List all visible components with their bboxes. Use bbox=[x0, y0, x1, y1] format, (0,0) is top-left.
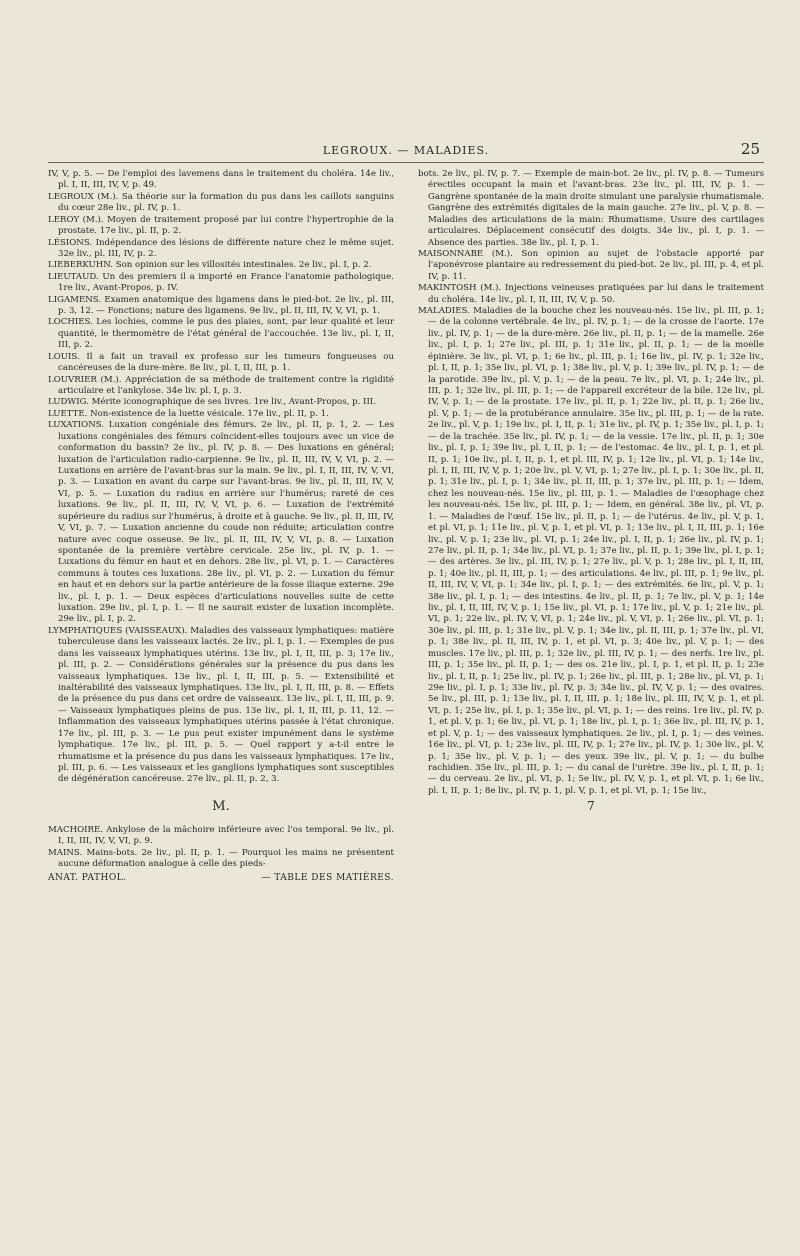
text-columns bbox=[48, 169, 764, 885]
index-entry: LÉSIONS. Indépendance des lésions de différente nature chez le même sujet. 32e liv., pl. III, IV, p. 2. bbox=[48, 237, 394, 259]
left-entries bbox=[48, 169, 394, 786]
index-entry: MAKINTOSH (M.). Injections veineuses pratiquées par lui dans le traitement du choléra. 14e liv., pl. I, II, III, IV, V, p. 50. bbox=[418, 283, 764, 305]
index-entry: MAINS. Mains-bots. 2e liv., pl. II, p. 1. — Pourquoi les mains ne présentent aucune déformation analogue à celle des pieds- bbox=[48, 847, 394, 870]
index-entry: LUXATIONS. Luxation congéniale des fémurs. 2e liv., pl. II, p. 1, 2. — Les luxations congéniales des fémurs coïncident-elles toujours avec un vice de conformation du bassin? 2e liv., pl. IV, p. 8. — Des luxations en général; luxation de l'articulation radio-carpienne. 9e liv., pl. II, III, IV, V, VI, p. 2. — Luxations en arrière de l'avant-bras sur la main. 9e liv., pl. I, II, III, IV, V, VI, p. 3. — Luxation en avant du carpe sur l'avant-bras. 9e liv., pl. II, III, IV, V, VI, p. 5. — Luxation du radius en arrière sur l'humérus; rareté de ces luxations. 9e liv., pl. II, III, IV, V, VI, p. 6. — Luxation de l'extrémité supérieure du radius sur l'humérus, à droite et à gauche. 9e liv., pl. II, III, IV, V, VI, p. 7. — Luxation ancienne du coude non réduite; articulation contre nature avec coque osseuse. 9e liv., pl. II, III, IV, V, VI, p. 8. — Luxation spontanée de la première vertèbre cervicale. 25e liv., pl. IV, p. 1. — Luxations du fémur en haut et en dehors. 28e liv., pl. VI, p. 1. — Caractères communs à toutes ces luxations. 28e liv., pl. VI, p. 2. — Luxation du fémur en haut et en dehors sur la partie antérieure de la fosse iliaque externe. 29e liv., pl. I, p. 1. — Deux espèces d'articulations nouvelles suite de cette luxation. 29e liv., pl. I, p. 1. — Il ne saurait exister de luxation incomplète. 29e liv., pl. I, p. 2. bbox=[48, 420, 394, 625]
index-entry: bots. 2e liv., pl. IV, p. 7. — Exemple de main-bot. 2e liv., pl. IV, p. 8. — Tumeurs érectiles occupant la main et l'avant-bras. 23e liv., pl. III, IV, p. 1. — Gangrène spontanée de la main droite simulant une paralysie rhumatismale. Gangrène des extrémités digitales de la main gauche. 27e liv., pl. V, p. 8. — Maladies des articulations de la main: Rhumatisme. Usure des cartilages articulaires. Déplacement consécutif des doigts. 34e liv., pl. I, p. 1. — Absence des parties. 38e liv., pl. I, p. 1. bbox=[418, 169, 764, 248]
index-entry: LUDWIG. Mérite iconographique de ses livres. 1re liv., Avant-Propos, p. III. bbox=[48, 397, 376, 408]
index-entry: LIEBERKUHN. Son opinion sur les villosités intestinales. 2e liv., pl. I, p. 2. bbox=[48, 260, 372, 271]
index-entry: LEROY (M.). Moyen de traitement proposé par lui contre l'hypertrophie de la prostate. 17e liv., pl. II, p. 2. bbox=[48, 214, 394, 237]
index-entry: MAISONNABE (M.). Son opinion au sujet de l'obstacle apporté par l'aponévrose plantaire au redressement du pied-bot. 2e liv., pl. III, p. 4, et pl. IV, p. 11. bbox=[418, 248, 764, 282]
index-entry: LIEUTAUD. Un des premiers il a importé en France l'anatomie pathologique. 1re liv., Avant-Propos, p. IV. bbox=[48, 271, 394, 294]
index-entry: LYMPHATIQUES (VAISSEAUX). Maladies des vaisseaux lymphatiques: matière tuberculeuse dans les vaisseaux lactés. 2e liv., pl. I, p. 1. — Exemples de pus dans les vaisseaux lymphatiques utérins. 13e liv., pl. I, II, III, p. 3; 17e liv., pl. III, p. 2. — Considérations générales sur la présence du pus dans les vaisseaux lymphatiques. 13e liv., pl. I, II, III, p. 5. — Extensibilité et inaltérabilité des vaisseaux lymphatiques. 13e liv., pl. I, II, III, p. 8. — Effets de la présence du pus dans cet ordre de vaisseaux. 13e liv., pl. I, II, III, p. 9. — Vaisseaux lymphatiques pleins de pus. 13e liv., pl. I, II, III, p. 11, 12. — Inflammation des vaisseaux lymphatiques utérins passée à l'état chronique. 17e liv., pl. III, p. 3. — Le pus peut exister impunément dans le système lymphatique. 17e liv., pl. III, p. 5. — Quel rapport y a-t-il entre le rhumatisme et la présence du pus dans les vaisseaux lymphatiques. 17e liv., pl. III, p. 6. — Les vaisseaux et les ganglions lymphatiques sont susceptibles de dégénération cancéreuse. 27e liv., pl. II, p. 2, 3. bbox=[48, 625, 394, 785]
index-entry: IV, V, p. 5. — De l'emploi des lavemens dans le traitement du choléra. 14e liv., pl. I, II, III, IV, V, p. 49. bbox=[48, 169, 394, 191]
right-entries bbox=[418, 169, 764, 797]
page-number: 25 bbox=[740, 140, 760, 158]
index-entry: MACHOIRE. Ankylose de la mâchoire inférieure avec l'os temporal. 9e liv., pl. I, II, III, IV, V, VI, p. 9. bbox=[48, 825, 394, 847]
running-head: LEGROUX. — MALADIES. bbox=[322, 144, 490, 157]
left-m-entries bbox=[48, 825, 394, 871]
section-letter: M. bbox=[212, 798, 230, 814]
index-entry: LOUVRIER (M.). Appréciation de sa méthode de traitement contre la rigidité articulaire et l'ankylose. 34e liv. pl. I, p. 3. bbox=[48, 374, 394, 397]
page-header bbox=[48, 140, 764, 163]
index-entry: LEGROUX (M.). Sa théorie sur la formation du pus dans les caillots sanguins du cœur 28e liv., pl. IV, p. 1. bbox=[48, 191, 394, 214]
right-column bbox=[418, 169, 764, 885]
index-entry: LIGAMENS. Examen anatomique des ligamens dans le pied-bot. 2e liv., pl. III, p. 3, 12. — Fonctions; nature des ligamens. 9e liv., pl. II, III, IV, V, VI, p. 1. bbox=[48, 294, 394, 317]
index-entry: MALADIES. Maladies de la bouche chez les nouveau-nés. 15e liv., pl. III, p. 1; — de la colonne vertébrale. 4e liv., pl. IV, p. 1; — de la crosse de l'aorte. 17e liv., pl. IV, p. 1; — de la dure-mère. 26e liv., pl. II, p. 1; — de la mamelle. 26e liv., pl. I, p. 1; 27e liv., pl. III, p. 1; 31e liv., pl. II, p. 1; — de la moelle épinière. 3e liv., pl. VI, p. 1; 6e liv., pl. III, p. 1; 16e liv., pl. IV, p. 1; 32e liv., pl. I, II, p. 1; 35e liv., pl. VI, p. 1; 38e liv., pl. V, p. 1; 39e liv., pl. IV, p. 1; — de la parotide. 39e liv., pl. V, p. 1; — de la peau. 7e liv., pl. VI, p. 1; 24e liv., pl. III, p. 1; 32e liv., pl. III, p. 1; — de l'appareil excréteur de la bile. 12e liv., pl. IV, V, p. 1; — de la prostate. 17e liv., pl. II, p. 1; 22e liv., pl. II, p. 1; 26e liv., pl. V, p. 1; — de la protubérance annulaire. 35e liv., pl. III, p. 1; — de la rate. 2e liv., pl. V, p. 1; 19e liv., pl. I, II, p. 1; 31e liv., pl. IV, p. 1; 35e liv., pl. I, p. 1; — de la trachée. 35e liv., pl. IV, p. 1; — de la vessie. 17e liv., pl. II, p. 1; 30e liv., pl. I, p. 1; 39e liv., pl. I, II, p. 1; — de l'estomac. 4e liv., pl. I, p. 1, et pl. II, p. 1; 10e liv., pl. I, II, p. 1, et pl. III, IV, p. 1; 12e liv., pl. VI, p. 1; 14e liv., pl. I, II, III, IV, V, p. 1; 20e liv., pl. V, VI, p. 1; 27e liv., pl. I, p. 1; 30e liv., pl. II, p. 1; 31e liv., pl. I, p. 1; 34e liv., pl. II, III, p. 1; 37e liv., pl. III, p. 1; — Idem, chez les nouveau-nés. 15e liv., pl. III, p. 1. — Maladies de l'œsophage chez les nouveau-nés. 15e liv., pl. III, p. 1; — Idem, en général. 38e liv., pl. VI, p. 1. — Maladies de l'œuf. 15e liv., pl. II, p. 1; — de l'utérus. 4e liv., pl. V, p. 1, et pl. VI, p. 1; 11e liv., pl. V, p. 1, et pl. VI, p. 1; 13e liv., pl. I, II, III, p. 1; 16e liv., pl. V, p. 1; 23e liv., pl. VI, p. 1; 24e liv., pl. I, II, p. 1; 26e liv., pl. IV, p. 1; 27e liv., pl. II, p. 1; 34e liv., pl. VI, p. 1; 37e liv., pl. II, p. 1; 39e liv., pl. I, p. 1; — des artères. 3e liv., pl. III, IV, p. 1; 27e liv., pl. V, p. 1; 28e liv., pl. I, II, III, p. 1; 40e liv., pl. II, III, p. 1; — des articulations. 4e liv., pl. III, p. 1; 9e liv., pl. II, III, IV, V, VI, p. 1; 34e liv., pl. I, p. 1; — des extrémités. 6e liv., pl. V, p. 1; 38e liv., pl. I, p. 1; — des intestins. 4e liv., pl. II, p. 1; 7e liv., pl. V, p. 1; 14e liv., pl. I, II, III, IV, V, p. 1; 15e liv., pl. VI, p. 1; 17e liv., pl. V, p. 1; 21e liv., pl. VI, p. 1; 22e liv., pl. IV, V, VI, p. 1; 24e liv., pl. V, VI, p. 1; 26e liv., pl. VI, p. 1; 30e liv., pl. III, p. 1; 31e liv., pl. V, p. 1; 34e liv., pl. II, III, p. 1; 37e liv., pl. VI, p. 1; 38e liv., pl. II, III, IV, p. 1, et pl. VI, p. 3; 40e liv., pl. V, p. 1; — des muscles. 17e liv., pl. III, p. 1; 32e liv., pl. III, IV, p. 1; — des nerfs. 1re liv., pl. III, p. 1; 35e liv., pl. II, p. 1; — des os. 21e liv., pl. I, p. 1, et pl. II, p. 1; 23e liv., pl. I, II, p. 1; 25e liv., pl. IV, p. 1; 26e liv., pl. III, p. 1; 28e liv., pl. VI, p. 1; 29e liv., pl. I, p. 1; 33e liv., pl. IV, p. 3; 34e liv., pl. IV, V, p. 1; — des ovaires. 5e liv., pl. III, p. 1; 13e liv., pl. I, II, III, p. 1; 18e liv., pl. III, IV, V, p. 1, et pl. VI, p. 1; 25e liv., pl. I, p. 1; 35e liv., pl. VI, p. 1; — des reins. 1re liv., pl. IV, p. 1, et pl. V, p. 1; 6e liv., pl. VI, p. 1; 18e liv., pl. I, p. 1; 36e liv., pl. III, IV, p. 1, et pl. V, p. 1; — des vaisseaux lymphatiques. 2e liv., pl. I, p. 1; — des veines. 16e liv., pl. VI, p. 1; 23e liv., pl. III, IV, p. 1; 27e liv., pl. IV, p. 1; 30e liv., pl. V, p. 1; 35e liv., pl. V, p. 1; — des yeux. 39e liv., pl. V, p. 1; — du bulbe rachidien. 35e liv., pl. III, p. 1; — du canal de l'urètre. 39e liv., pl. I, II, p. 1; — du cerveau. 2e liv., pl. VI, p. 1; 5e liv., pl. IV, V, p. 1, et pl. VI, p. 1; 6e liv., pl. I, II, p. 1; 8e liv., pl. IV, p. 1, pl. V, p. 1, et pl. VI, p. 1; 15e liv., bbox=[418, 306, 764, 796]
left-column bbox=[48, 169, 394, 885]
footer-center: — TABLE DES MATIÈRES. bbox=[261, 872, 394, 883]
index-entry: LOCHIES. Les lochies, comme le pus des plaies, sont, par leur qualité et leur quantité, le thermomètre de l'état général de l'accouchée. 13e liv., pl. I, II, III, p. 2. bbox=[48, 317, 394, 351]
index-entry: LUETTE. Non-existence de la luette vésicale. 17e liv., pl. II, p. 1. bbox=[48, 408, 329, 419]
page-footer bbox=[48, 873, 394, 885]
signature-mark: 7 bbox=[587, 799, 595, 814]
footer-left: ANAT. PATHOL. bbox=[48, 872, 127, 883]
index-entry: LOUIS. Il a fait un travail ex professo sur les tumeurs fongueuses ou cancéreuses de la dure-mère. 8e liv., pl. I, II, III, p. 1. bbox=[48, 351, 394, 374]
